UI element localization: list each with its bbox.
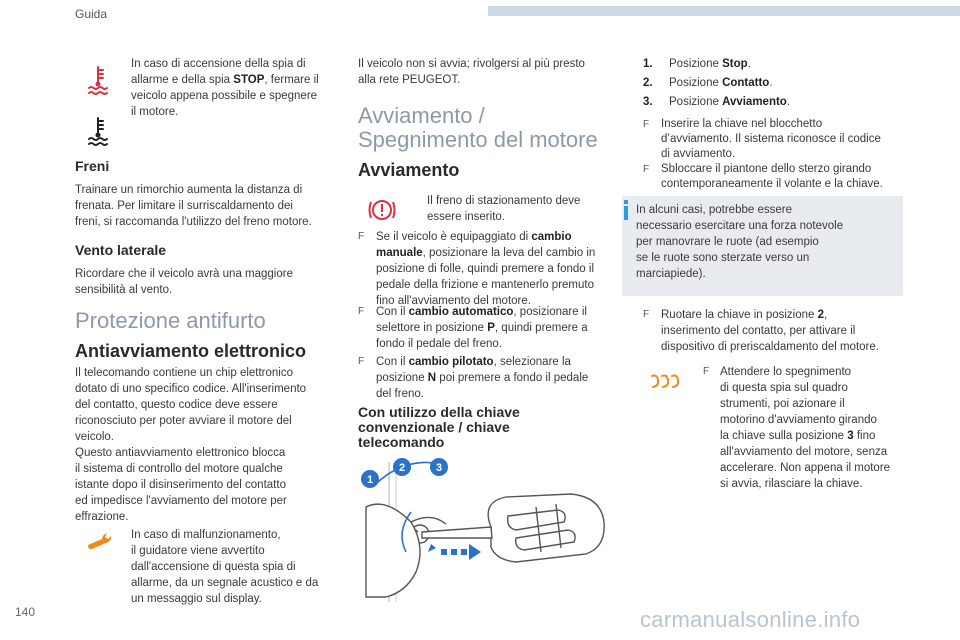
starting-heading: Avviamento (358, 160, 460, 180)
stop-warning-text: In caso di accensione della spia di allarme e della spia STOP, fermare il veicolo appena possibile e spegnere il motore. (131, 58, 319, 118)
glow-plug-bullet: F Attendere lo spegnimento di questa spia sul quadro strumenti, poi azionare il motorino d'avviamento girando la chiave sulla posizione 3 fino all'avviamento del motore, senza accelerare. Non appena il motore si avvia, rilasciare la chiave. (703, 366, 891, 490)
bullet-marker: F (703, 366, 710, 377)
info-icon-dot (624, 200, 628, 204)
bullet-marker: F (358, 356, 365, 367)
start-stop-heading: Avviamento / Spegnimento del motore (358, 103, 598, 152)
coolant-temperature-warning-icon (86, 64, 110, 96)
crosswind-text: Ricordare che il veicolo avrà una maggiore sensibilità al vento. (75, 268, 293, 296)
positions-list: 1. Posizione Stop. 2. Posizione Contatto. 3. Posizione Avviamento. (643, 58, 791, 108)
parking-brake-text: Il freno di stazionamento deve essere inserito. (427, 195, 581, 223)
section-label: Guida (75, 7, 108, 21)
manual-gearbox-bullet: F Se il veicolo è equipaggiato di cambio manuale, posizionare la leva del cambio in posizione di folle, quindi premere a fondo il pedale della frizione e mantenerlo premuto fino all'avviamento del motore. (358, 231, 596, 307)
bullet-marker: F (358, 306, 365, 317)
immobiliser-text: Il telecomando contiene un chip elettronico dotato di uno specifico codice. All'inserimento del contatto, questo codice deve essere riconosciuto per poter avviare il motore del veicolo. Questo antiavviamento elettronico blocca il sistema di controllo del motore qualche istante dopo il disinserimento del contatto ed impedisce l'avviamento del motore per effrazione. (75, 367, 307, 523)
crosswind-heading: Vento laterale (75, 242, 167, 258)
warning-circle-icon (367, 196, 397, 224)
bullet-marker: F (643, 119, 650, 130)
position-marker-2-label: 2 (398, 462, 406, 474)
insert-key-bullet: F Inserire la chiave nel blocchetto d’avviamento. Il sistema riconosce il codice di avviamento. (643, 118, 881, 160)
automatic-gearbox-bullet: F Con il cambio automatico, posizionare il selettore in posizione P, quindi premere a fondo il pedale del freno. (358, 306, 588, 350)
wrench-icon (86, 531, 114, 551)
key-fob (488, 494, 604, 562)
bullet-marker: F (358, 231, 365, 242)
rotate-key-bullet: F Ruotare la chiave in posizione 2, inserimento del contatto, per attivare il dispositivo di preriscaldamento del motore. (643, 309, 879, 353)
bullet-marker: F (643, 164, 650, 175)
antitheft-heading: Protezione antifurto (75, 308, 266, 333)
header-bar (488, 6, 960, 16)
bullet-marker: F (643, 309, 650, 320)
immobiliser-heading: Antiavviamento elettronico (75, 341, 307, 361)
no-start-text: Il veicolo non si avvia; rivolgersi al più presto alla rete PEUGEOT. (358, 58, 585, 86)
info-box-text: In alcuni casi, potrebbe essere necessario esercitare una forza notevole per manovrare le ruote (ad esempio se le ruote sono sterzate verso un marciapiede). (636, 204, 844, 280)
position-marker-1-label: 1 (366, 474, 374, 486)
ignition-key-diagram (356, 452, 618, 602)
unlock-steering-bullet: F Sbloccare il piantone dello sterzo girando contemporaneamente il volante e la chiave. (643, 163, 883, 190)
coolant-temperature-stop-icon (86, 115, 110, 147)
info-icon (624, 206, 628, 220)
key-heading: Con utilizzo della chiave convenzionale / chiave telecomando (358, 404, 520, 450)
brakes-text: Trainare un rimorchio aumenta la distanza di frenata. Per limitare il surriscaldamento dei freni, si raccomanda l'utilizzo del freno motore. (75, 184, 312, 228)
position-marker-3-label: 3 (435, 462, 443, 474)
brakes-heading: Freni (75, 158, 110, 174)
watermark: carmanualsonline.info (640, 607, 861, 632)
malfunction-text: In caso di malfunzionamento, il guidatore viene avvertito dall'accensione di questa spia di allarme, da un segnale acustico e da un messaggio sul display. (131, 529, 319, 605)
pilot-gearbox-bullet: F Con il cambio pilotato, selezionare la posizione N poi premere a fondo il pedale del freno. (358, 356, 589, 400)
preheating-glow-plug-icon (648, 372, 682, 390)
page-number: 140 (15, 605, 36, 619)
